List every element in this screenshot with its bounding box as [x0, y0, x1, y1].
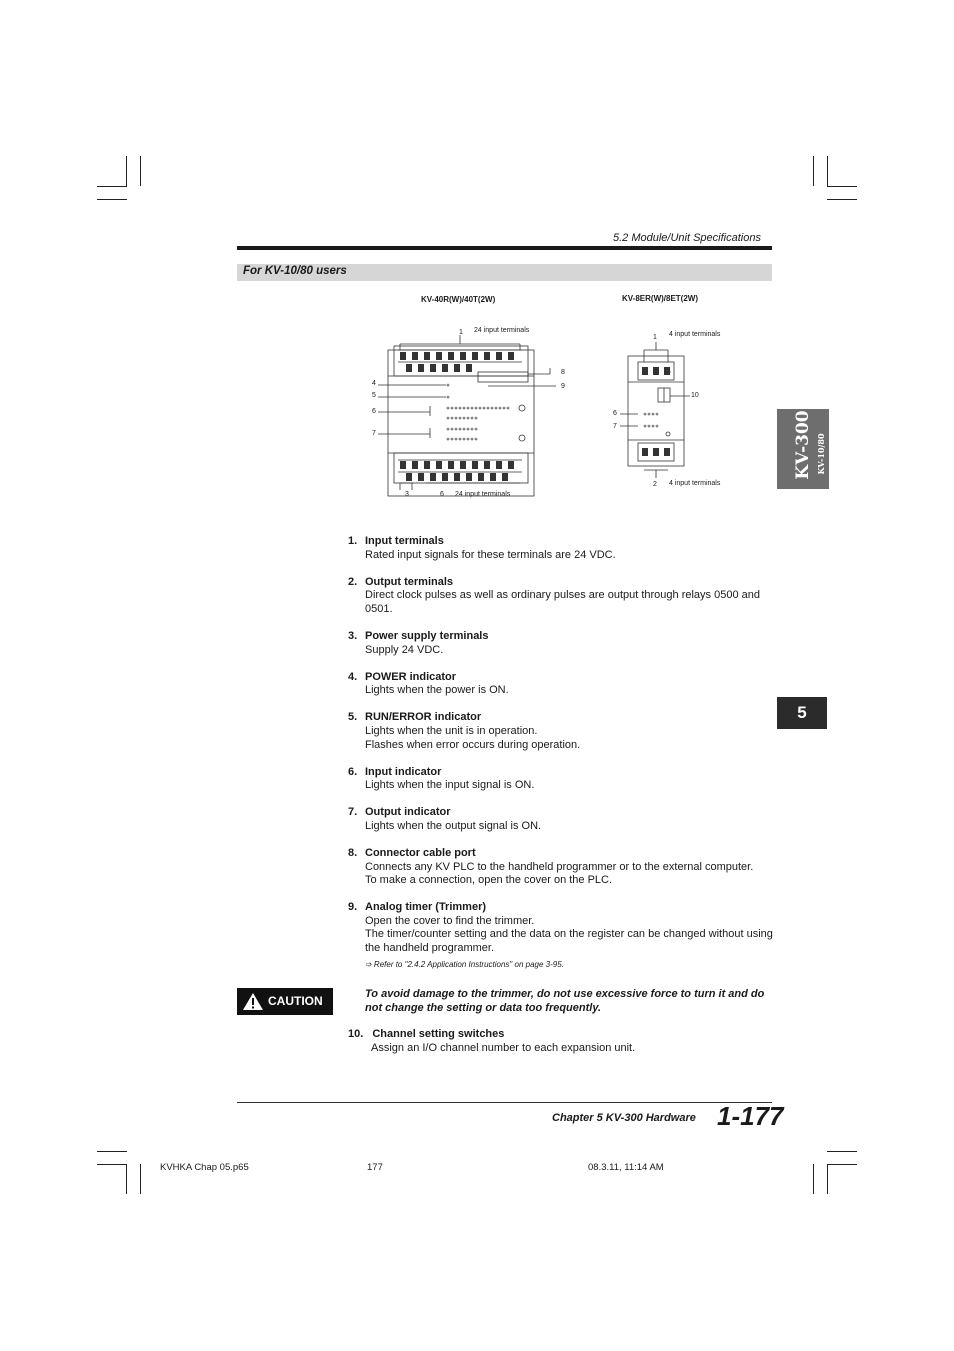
crop-mark	[827, 199, 857, 200]
footer-rule	[237, 1102, 772, 1103]
footer-file: KVHKA Chap 05.p65	[160, 1162, 249, 1173]
callout-7: 7	[613, 423, 617, 430]
callout-4: 4	[372, 380, 376, 387]
item-number: 10.	[348, 1028, 364, 1040]
item-text: Lights when the unit is in operation.	[365, 724, 538, 737]
diagram-title-left: KV-40R(W)/40T(2W)	[421, 295, 496, 304]
crop-mark	[827, 1164, 828, 1194]
crop-mark	[140, 156, 141, 186]
warning-icon	[242, 992, 264, 1011]
callout-6: 6	[613, 410, 617, 417]
item-title: Analog timer (Trimmer)	[365, 901, 487, 914]
side-tab-title: KV-300	[793, 410, 813, 480]
callout-1: 1	[459, 329, 463, 336]
list-item	[348, 711, 778, 752]
list-item	[348, 630, 778, 657]
item-title: Connector cable port	[365, 847, 476, 859]
side-tab-label	[779, 409, 827, 489]
list-item	[348, 766, 778, 793]
item-title: RUN/ERROR indicator	[365, 711, 482, 724]
item-text: Direct clock pulses as well as ordinary pulses are output through relays 0500 and 0501.	[365, 589, 760, 615]
section-header: 5.2 Module/Unit Specifications	[613, 232, 761, 244]
callout-1: 1	[653, 334, 657, 341]
component-list	[348, 535, 778, 985]
item-number: 6.	[348, 765, 358, 778]
item-text: Lights when the output signal is ON.	[365, 819, 542, 832]
terminal-label: 24 input terminals	[455, 491, 511, 498]
crop-mark	[126, 1164, 127, 1194]
item-title: Input indicator	[365, 765, 442, 778]
item-number: 8.	[348, 847, 358, 859]
callout-3: 3	[405, 491, 409, 498]
crop-mark	[813, 1164, 814, 1194]
list-item	[348, 806, 778, 833]
footer-sheet: 177	[367, 1162, 383, 1173]
crop-mark	[140, 1164, 141, 1194]
item-text: Lights when the power is ON.	[365, 684, 509, 697]
callout-6-bottom: 6	[440, 491, 444, 498]
item-number: 7.	[348, 806, 358, 819]
terminal-label: 24 input terminals	[474, 327, 530, 334]
item-number: 3.	[348, 629, 358, 642]
footer-chapter: Chapter 5 KV-300 Hardware	[552, 1112, 696, 1124]
item-text: Lights when the input signal is ON.	[365, 779, 535, 792]
caution-text: To avoid damage to the trimmer, do not use excessive force to turn it and do not change the setting or data too frequently.	[365, 988, 765, 1014]
item-title: Input terminals	[365, 535, 444, 547]
crop-mark	[827, 1151, 857, 1152]
page-number: 1-177	[717, 1101, 784, 1131]
item-text: Assign an I/O channel number to each expansion unit.	[371, 1042, 636, 1054]
crop-mark	[97, 1164, 127, 1165]
diagram-title-right: KV-8ER(W)/8ET(2W)	[622, 294, 698, 303]
item-text: The timer/counter setting and the data on the register can be changed without using the handheld programmer.	[365, 928, 773, 955]
item-text: Rated input signals for these terminals are 24 VDC.	[365, 548, 616, 561]
crop-mark	[97, 1151, 127, 1152]
callout-8: 8	[561, 369, 565, 376]
item-number: 1.	[348, 535, 358, 547]
list-item-10	[348, 1027, 778, 1055]
crop-mark	[827, 1164, 857, 1165]
crop-mark	[97, 199, 127, 200]
item-text: Flashes when error occurs during operation.	[365, 738, 581, 751]
callout-10: 10	[691, 392, 699, 399]
item-title: Channel setting switches	[372, 1028, 505, 1040]
item-text: Open the cover to find the trimmer.	[365, 914, 535, 927]
crop-mark	[827, 156, 828, 186]
item-number: 5.	[348, 711, 358, 724]
item-number: 9.	[348, 901, 358, 914]
terminal-label: 4 input terminals	[669, 480, 721, 487]
item-title: Output indicator	[365, 806, 451, 819]
header-rule	[237, 246, 772, 250]
list-item	[348, 847, 778, 888]
list-item	[348, 671, 778, 698]
callout-2: 2	[653, 481, 657, 488]
plc-diagram	[360, 330, 780, 510]
crop-mark	[827, 186, 857, 187]
list-item	[348, 535, 778, 562]
callout-7: 7	[372, 430, 376, 437]
item-text: Connects any KV PLC to the handheld programmer or to the external computer.	[365, 860, 754, 873]
caution-label: CAUTION	[268, 994, 323, 1008]
item-text: To make a connection, open the cover on the PLC.	[365, 874, 613, 887]
footer-date: 08.3.11, 11:14 AM	[588, 1162, 664, 1173]
list-item	[348, 901, 778, 971]
callout-5: 5	[372, 392, 376, 399]
list-item	[348, 576, 778, 617]
item-number: 4.	[348, 670, 358, 683]
crop-mark	[126, 156, 127, 186]
callout-9: 9	[561, 383, 565, 390]
crop-mark	[97, 186, 127, 187]
subhead-title: For KV-10/80 users	[243, 265, 347, 277]
item-reference: ➩ Refer to "2.4.2 Application Instructions" on page 3-95.	[365, 959, 564, 969]
terminal-label: 4 input terminals	[669, 331, 721, 338]
side-tab-subtitle: KV-10/80	[816, 433, 826, 475]
crop-mark	[813, 156, 814, 186]
chapter-tab: 5	[777, 697, 827, 729]
item-number: 2.	[348, 575, 358, 588]
item-title: Power supply terminals	[365, 629, 489, 642]
item-text: Supply 24 VDC.	[365, 643, 444, 656]
item-title: POWER indicator	[365, 670, 457, 683]
callout-6: 6	[372, 408, 376, 415]
caution-badge	[237, 988, 333, 1015]
item-title: Output terminals	[365, 575, 454, 588]
